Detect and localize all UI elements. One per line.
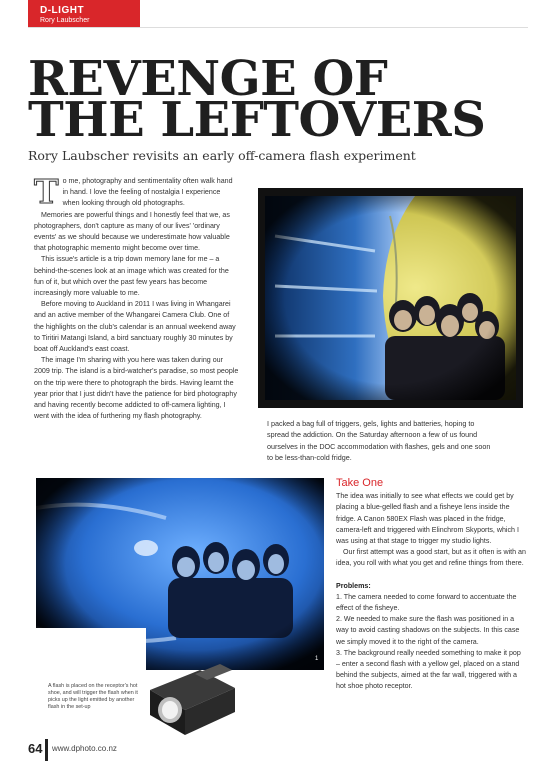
title-line-2: THE LEFTOVERS	[28, 92, 486, 148]
problem-item: 3. The background really needed something to make it pop – enter a second flash with a yellow gel, placed on a stand behind the subjects, aimed at the far wall, triggered with a hot shoe photo receptor.	[336, 648, 521, 691]
section-name: D-LIGHT	[40, 5, 85, 16]
paragraph: Memories are powerful things and I honestly feel that we, as photographers, don't capture as many of our lives' 'ordinary events' as we should because we underestimate how valuable that photographic memento might become over time.	[34, 210, 230, 253]
paragraph: o me, photography and sentimentality often walk hand in hand. I love the feeling of nostalgia I experience when looking through old photographs.	[62, 177, 233, 208]
problem-item: 2. We needed to make sure the flash was positioned in a way to avoid casting shadows on the subjects. In this case we simply moved it to the right of the camera.	[336, 615, 520, 646]
header-rule	[28, 27, 528, 28]
section-author: Rory Laubscher	[40, 17, 90, 24]
problems-heading: Problems:	[336, 581, 371, 590]
fridge-test-photo	[36, 478, 324, 670]
fridge-group-photo	[265, 196, 516, 400]
footer-bar	[45, 739, 48, 761]
footer-url: www.dphoto.co.nz	[52, 744, 117, 753]
photo-caption: I packed a bag full of triggers, gels, lights and batteries, hoping to spread the addiction. On the Saturday afternoon a few of us found ourselves in the DOC accommodation with flashes, gels and one soon to be less-than-cold fridge.	[267, 419, 491, 462]
article-title	[28, 51, 486, 148]
paragraph: The image I'm sharing with you here was taken during our 2009 trip. The island is a bird-watcher's paradise, so most people on the trip were there to photograph the birds. Having learnt the year prior that I just didn't have the patience for bird photography and having recently become addicted to off-camera lighting, I went with the idea of furthering my flash photography.	[34, 356, 239, 421]
section-tag	[28, 0, 140, 27]
paragraph: The idea was initially to see what effects we could get by placing a blue-gelled flash and a fisheye lens inside the fridge. A Canon 580EX Flash was placed in the fridge, camera-left and triggered with Elinchrom Skyports, which I was using at that stage to trigger my studio lights.	[336, 492, 519, 546]
paragraph: This issue's article is a trip down memory lane for me – a behind-the-scenes look at an image which was created for the fun of it, but which over the past few years has become increasingly more valuable to me.	[34, 255, 229, 298]
title-line-1: REVENGE OF	[28, 51, 388, 107]
problem-item: 1. The camera needed to come forward to accentuate the effect of the fisheye.	[336, 592, 517, 613]
hot-shoe-receptor-image	[140, 650, 240, 740]
left-column	[34, 172, 239, 422]
drop-cap: T	[34, 172, 59, 211]
section-heading: Take One	[336, 477, 384, 489]
right-column	[336, 478, 526, 693]
paragraph: Before moving to Auckland in 2011 I was living in Whangarei and an active member of the Whangarei Camera Club. One of the highlights on the club's calendar is an annual weekend away to Tiritiri Matangi Island, a bird sanctuary roughly 30 minutes by boat off Auckland's east coast.	[34, 300, 236, 354]
paragraph: Our first attempt was a good start, but as it often is with an idea, you roll with what you get and refine things from there.	[336, 548, 526, 568]
page-number: 64	[28, 741, 43, 756]
receptor-caption: A flash is placed on the receptor's hot shoe, and will trigger the flash when it picks up the light emitted by another flash in the set-up	[48, 683, 138, 710]
figure-number: 1	[315, 656, 319, 662]
article-subtitle: Rory Laubscher revisits an early off-camera flash experiment	[28, 148, 416, 163]
